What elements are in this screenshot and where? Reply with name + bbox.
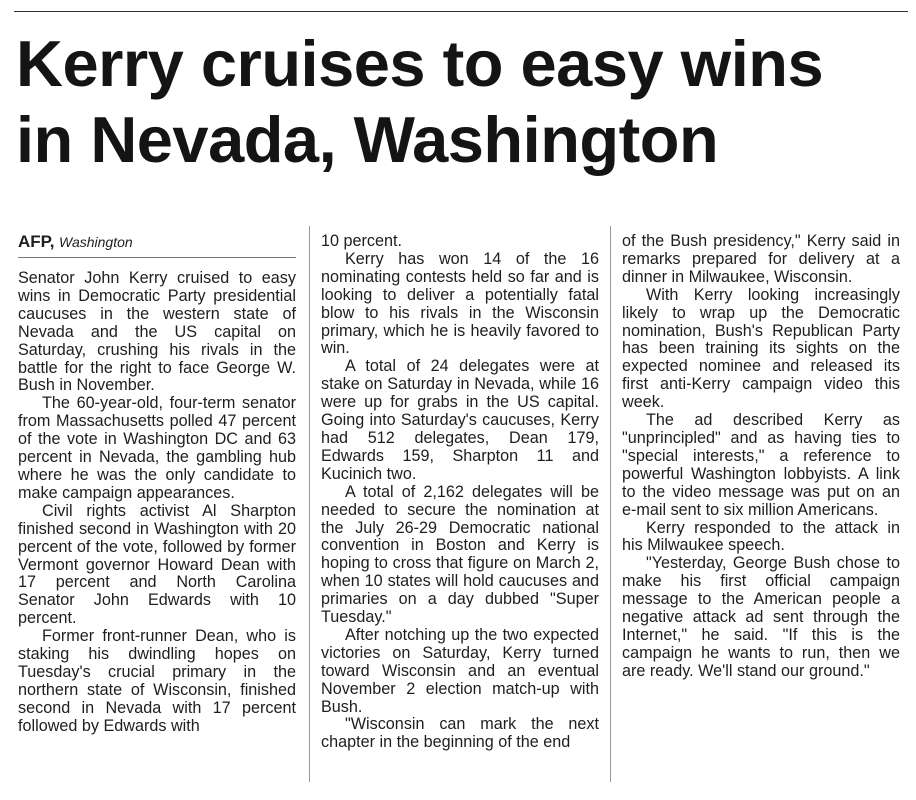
paragraph: Civil rights activist Al Sharpton finished second in Washington with 20 percent of the vote, followed by former Vermont governor Howard Dean with 17 percent and North Carolina Senator John Edwards with 10 percent. <box>18 501 296 628</box>
byline-agency: AFP, <box>18 232 55 251</box>
top-rule <box>14 11 908 12</box>
headline-line-1: Kerry cruises to easy wins <box>16 27 824 100</box>
article-column-2 <box>321 233 599 752</box>
paragraph: After notching up the two expected victories on Saturday, Kerry turned toward Wisconsin and an eventual November 2 election match-up with Bush. <box>321 625 599 716</box>
paragraph: The 60-year-old, four-term senator from Massachusetts polled 47 percent of the vote in Washington DC and 63 percent in Nevada, the gambling hub where he was the only candidate to make campaign appearances. <box>18 394 296 502</box>
paragraph: 10 percent. <box>321 232 402 250</box>
paragraph: of the Bush presidency," Kerry said in remarks prepared for delivery at a dinner in Milwaukee, Wisconsin. <box>622 232 900 286</box>
article-column-3 <box>622 233 900 681</box>
paragraph: With Kerry looking increasingly likely to wrap up the Democratic nomination, Bush's Republican Party has been training its sights on the expected nominee and released its first anti-Kerry campaign video this week. <box>622 285 900 412</box>
paragraph: "Yesterday, George Bush chose to make his first official campaign message to the American people a negative attack ad sent through the Internet," he said. "If this is the campaign he wants to run, then we are ready. We'll stand our ground." <box>622 554 900 680</box>
headline <box>16 26 906 178</box>
paragraph: A total of 2,162 delegates will be needed to secure the nomination at the July 26-29 Democratic national convention in Boston and Kerry is hoping to cross that figure on March 2, when 10 states will hold caucuses and primaries on a day dubbed "Super Tuesday." <box>321 482 599 627</box>
paragraph: Kerry has won 14 of the 16 nominating contests held so far and is looking to deliver a potentially fatal blow to his rivals in the Wisconsin primary, which he is heavily favored to win. <box>321 249 599 358</box>
article-column-1 <box>18 230 296 736</box>
paragraph: "Wisconsin can mark the next chapter in the beginning of the end <box>321 715 599 752</box>
paragraph: Former front-runner Dean, who is staking his dwindling hopes on Tuesday's crucial primary in the northern state of Wisconsin, finished second in Nevada with 17 percent followed by Edwards with <box>18 627 296 735</box>
paragraph: Kerry responded to the attack in his Milwaukee speech. <box>622 518 900 555</box>
paragraph: The ad described Kerry as "unprincipled" and as having ties to "special interests," a reference to powerful Washington lobbyists. A link to the video message was put on an e-mail sent to six million Americans. <box>622 411 900 519</box>
byline-place: Washington <box>59 234 133 250</box>
headline-line-2: in Nevada, Washington <box>16 103 719 176</box>
paragraph: Senator John Kerry cruised to easy wins in Democratic Party presidential caucuses in the western state of Nevada and the US capital on Saturday, crushing his rivals in the battle for the right to face George W. Bush in November. <box>18 269 296 395</box>
byline <box>18 232 296 258</box>
column-divider <box>309 226 310 782</box>
paragraph: A total of 24 delegates were at stake on Saturday in Nevada, while 16 were up for grabs in the US capital. Going into Saturday's caucuses, Kerry had 512 delegates, Dean 179, Edwards 159, Sharpton 11 and Kucinich two. <box>321 357 599 483</box>
column-divider <box>610 226 611 782</box>
